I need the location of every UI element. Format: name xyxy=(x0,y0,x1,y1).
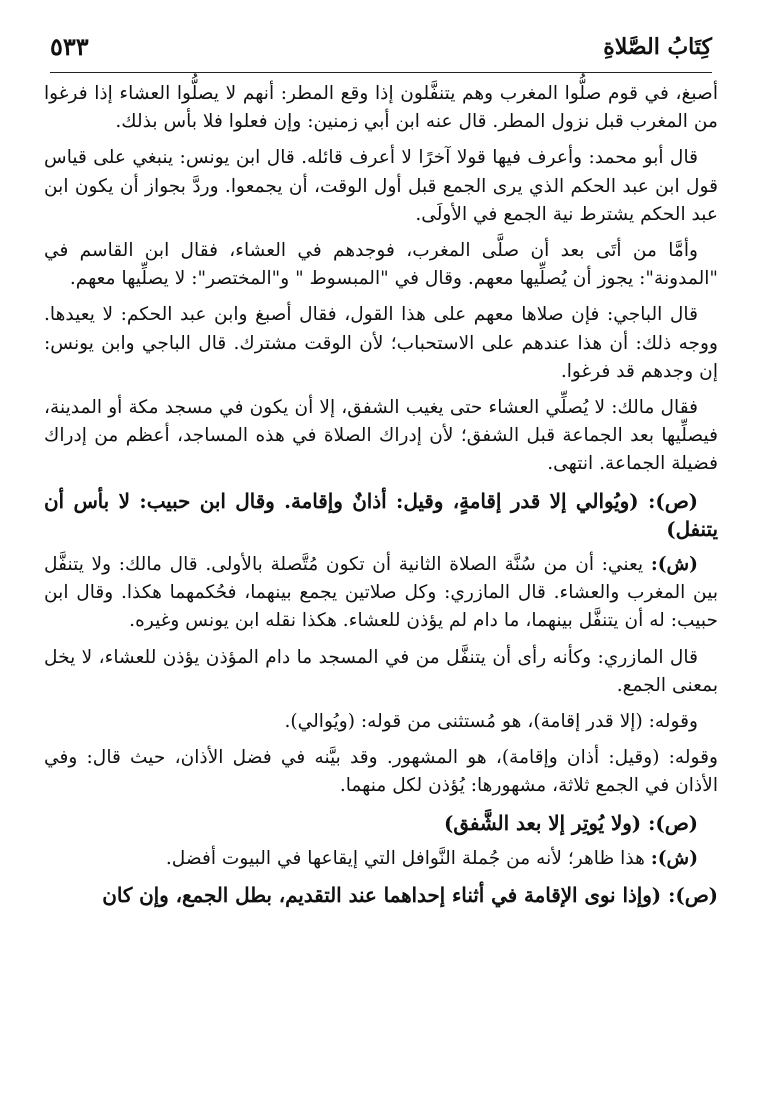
paragraph-text: قال أبو محمد: وأعرف فيها قولا آخرًا لا أعرف قائله. قال ابن يونس: ينبغي على قياس قول ابن عبد الحكم الذي يرى الجمع قبل أول الوقت، أن يجمعوا. وردَّ بجواز أن يكون ابن عبد الحكم يشترط نية الجمع في الأولَى. xyxy=(44,147,718,225)
paragraph-text: أصبغ، في قوم صلُّوا المغرب وهم يتنفَّلون إذا وقع المطر: أنهم لا يصلُّوا العشاء إذا فرغوا من المغرب قبل نزول المطر. قال عنه ابن أبي زمنين: وإن فعلوا فلا بأس بذلك. xyxy=(44,83,718,133)
paragraph-1 xyxy=(44,80,718,136)
sharh-paragraph xyxy=(44,551,718,636)
paragraph-text: قال الباجي: فإن صلاها معهم على هذا القول، فقال أصبغ وابن عبد الحكم: لا يعيدها. ووجه ذلك: أن هذا عندهم على الاستحباب؛ لأن الوقت مشترك. قال الباجي وابن يونس: إن وجدهم قد فرغوا. xyxy=(44,304,718,382)
paragraph-text: فقال مالك: لا يُصلِّي العشاء حتى يغيب الشفق، إلا أن يكون في مسجد مكة أو المدينة، فيصلِّيها بعد الجماعة قبل الشفق؛ لأن إدراك الصلاة في هذه المساجد، أعظم من إدراك فضيلة الجماعة. انتهى. xyxy=(44,397,718,475)
matn-label: (ص): xyxy=(668,883,718,908)
paragraph-text: قال المازري: وكأنه رأى أن يتنفَّل من في المسجد ما دام المؤذن يؤذن للعشاء، لا يخل بمعنى الجمع. xyxy=(44,646,718,696)
paragraph-2 xyxy=(44,144,718,229)
paragraph-text: وقوله: (وقيل: أذان وإقامة)، هو المشهور. وقد بيَّنه في فضل الأذان، حيث قال: وفي الأذان في الجمع ثلاثة، مشهورها: يُؤذن لكل منهما. xyxy=(44,747,718,797)
matn-paragraph xyxy=(44,881,718,909)
sharh-label: (ش): xyxy=(650,847,698,869)
chapter-title: كِتَابُ الصَّلاةِ xyxy=(603,34,712,60)
paragraph-8 xyxy=(44,644,718,700)
matn-label: (ص): xyxy=(648,488,699,513)
paragraph-10 xyxy=(44,744,718,800)
matn-label: (ص): xyxy=(648,810,698,835)
paragraph-4 xyxy=(44,301,718,386)
sharh-paragraph xyxy=(44,845,718,873)
paragraph-5 xyxy=(44,394,718,479)
matn-paragraph xyxy=(44,809,718,837)
page-body xyxy=(44,80,718,917)
sharh-label: (ش): xyxy=(650,554,698,576)
paragraph-text: وقوله: (إلا قدر إقامة)، هو مُستثنى من قوله: (ويُوالي). xyxy=(284,711,698,733)
paragraph-text: وأمَّا من أتَى بعد أن صلَّى المغرب، فوجدهم في العشاء، فقال ابن القاسم في "المدونة": يجوز أن يُصلِّيها معهم. وقال في "المبسوط " و"المختصر": لا يصلِّيها معهم. xyxy=(44,240,718,290)
matn-text: (ويُوالي إلا قدر إقامةٍ، وقيل: أذانٌ وإقامة. وقال ابن حبيب: لا بأس أن يتنفل) xyxy=(44,488,718,541)
matn-paragraph xyxy=(44,487,718,543)
matn-text: (وإذا نوى الإقامة في أثناء إحداهما عند التقديم، بطل الجمع، وإن كان xyxy=(102,883,662,908)
paragraph-9 xyxy=(44,708,718,736)
matn-text: (ولا يُوتِر إلا بعد الشَّفق) xyxy=(444,810,642,835)
running-header xyxy=(50,28,712,73)
page-number: ٥٣٣ xyxy=(50,32,89,61)
sharh-text: يعني: أن من سُنَّة الصلاة الثانية أن تكون مُتَّصلة بالأولى. قال مالك: ولا يتنفَّل بين المغرب والعشاء. قال المازري: وكل صلاتين يجمع بينهما، فحُكمهما هكذا. وقال ابن حبيب: له أن يتنفَّل بينهما، ما دام لم يؤذن للعشاء. هكذا نقله ابن يونس وغيره. xyxy=(44,554,718,632)
sharh-text: هذا ظاهر؛ لأنه من جُملة النَّوافل التي إيقاعها في البيوت أفضل. xyxy=(165,847,645,869)
paragraph-3 xyxy=(44,237,718,293)
